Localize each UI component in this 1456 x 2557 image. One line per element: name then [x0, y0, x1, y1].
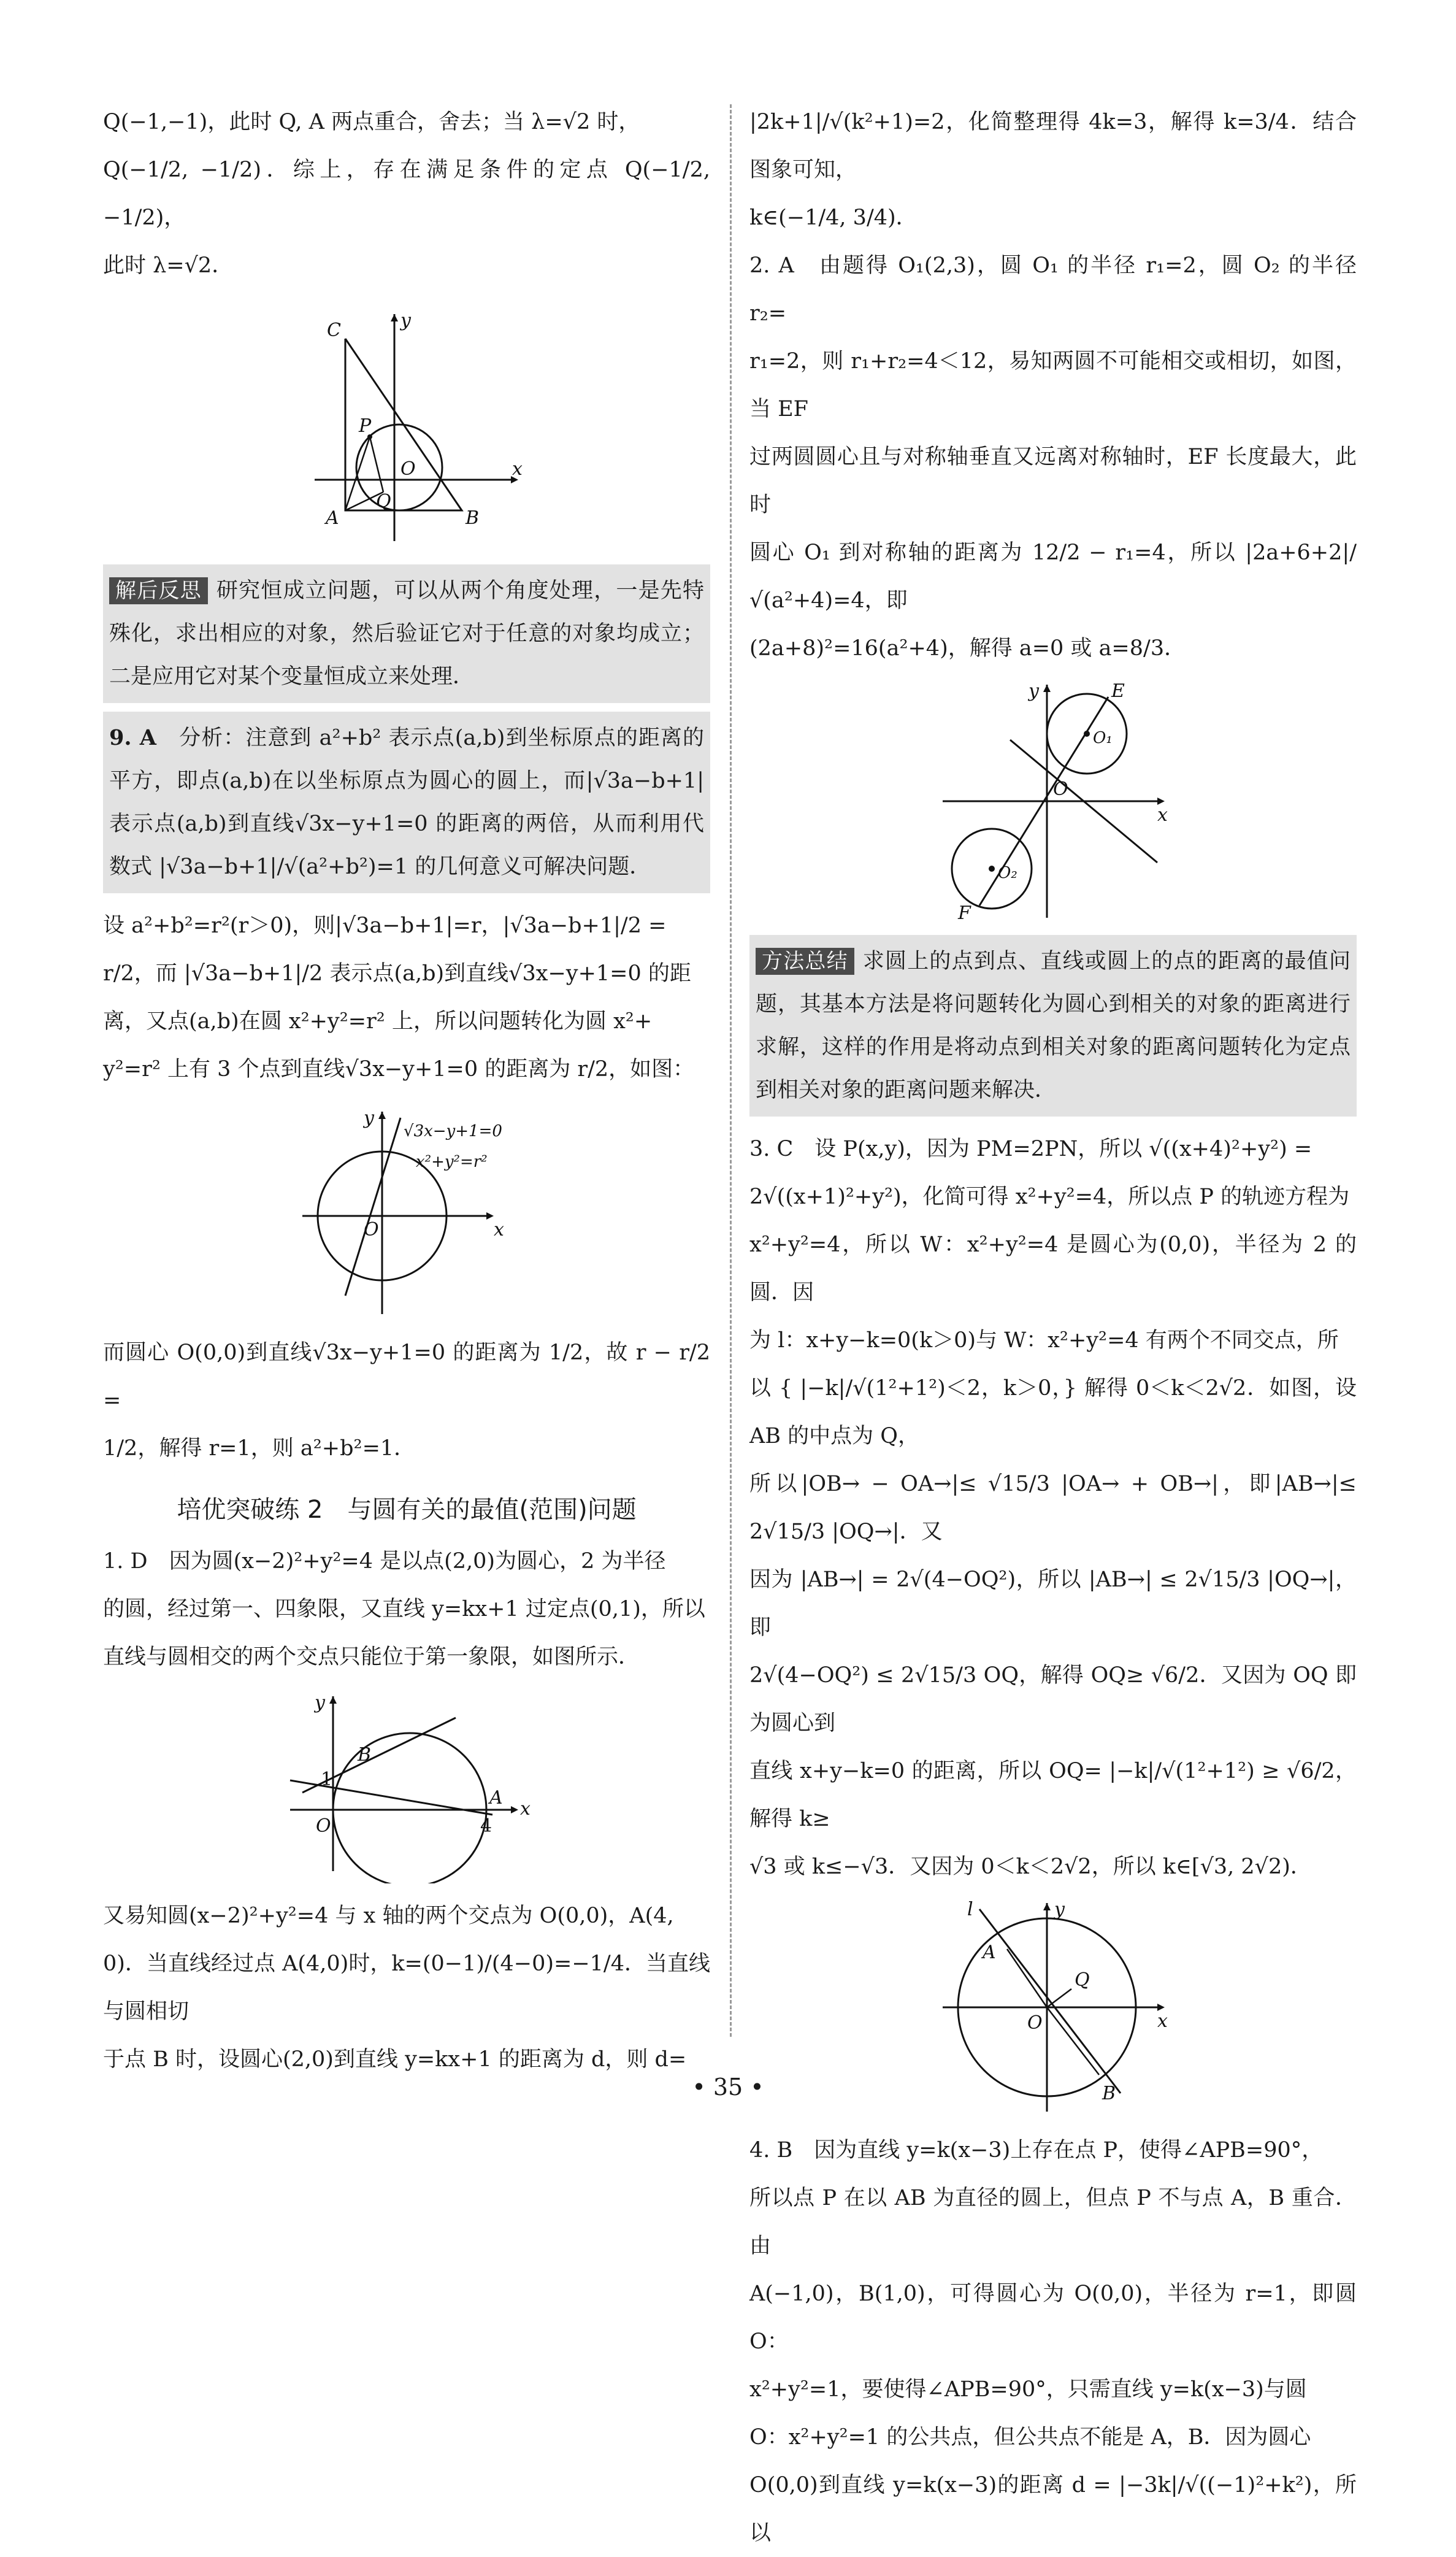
- figure-4-svg: [924, 679, 1182, 924]
- text-line: k∈(−1/4, 3/4)．: [749, 206, 918, 230]
- text-line: 又易知圆(x−2)²+y²=4 与 x 轴的两个交点为 O(0,0)，A(4,: [103, 1904, 674, 1928]
- figure-3-svg: [278, 1687, 535, 1883]
- analysis-label: 分析：: [179, 726, 246, 750]
- text-line: O(0,0)到直线 y=k(x−3)的距离 d = |−3k|/√((−1)²+k²)，所以: [749, 2473, 1357, 2545]
- text-line: 为 l：x+y−k=0(k＞0)与 W：x²+y²=4 有两个不同交点，所: [749, 1328, 1339, 1353]
- label-q: Q: [1075, 1969, 1090, 1991]
- text-line: r/2，而 |√3a−b+1|/2 表示点(a,b)到直线√3x−y+1=0 的距: [103, 961, 691, 986]
- text-line: 2√((x+1)²+y²)，化简可得 x²+y²=4，所以点 P 的轨迹方程为: [749, 1185, 1350, 1209]
- label-o: O: [1027, 2012, 1043, 2034]
- text-line: 离，又点(a,b)在圆 x²+y²=r² 上，所以问题转化为圆 x²+: [103, 1009, 653, 1034]
- text-line: 1. D 因为圆(x−2)²+y²=4 是以点(2,0)为圆心，2 为半径: [103, 1549, 666, 1574]
- analysis-box: [103, 712, 710, 893]
- label-y: y: [1054, 1899, 1065, 1920]
- text-line: 4. B 因为直线 y=k(x−3)上存在点 P，使得∠APB=90°，: [749, 2138, 1324, 2163]
- method-summary-box: [749, 935, 1357, 1117]
- label-f: F: [958, 902, 971, 924]
- method-summary-tag: 方法总结: [756, 948, 854, 975]
- label-one: 1: [321, 1769, 333, 1790]
- text-line: 直线 x+y−k=0 的距离，所以 OQ= |−k|/√(1²+1²) ≥ √6/2，解得 k≥: [749, 1759, 1357, 1831]
- text-line: A(−1,0)，B(1,0)，可得圆心为 O(0,0)，半径为 r=1，即圆 O：: [749, 2282, 1357, 2354]
- figure-circle-line: [103, 1099, 710, 1323]
- label-y: y: [400, 310, 411, 331]
- text-line: 2√(4−OQ²) ≤ 2√15/3 OQ，解得 OQ≥ √6/2．又因为 OQ 即为圆心到: [749, 1663, 1357, 1736]
- label-a: A: [489, 1787, 503, 1809]
- column-divider: [730, 104, 732, 2037]
- text-line: 3. C 设 P(x,y)，因为 PM=2PN，所以 √((x+4)²+y²) =: [749, 1137, 1312, 1161]
- text-line: Q(−1,−1)，此时 Q, A 两点重合，舍去；当 λ=√2 时，: [103, 110, 640, 134]
- text-line: 因为 |AB→| = 2√(4−OQ²)，所以 |AB→| ≤ 2√15/3 |OQ→|，即: [749, 1567, 1357, 1640]
- label-o: O: [400, 458, 416, 480]
- label-b: B: [466, 507, 480, 529]
- right-column: [749, 98, 1357, 2557]
- label-x: x: [494, 1219, 504, 1240]
- text-line: 所以|OB→ − OA→|≤ √15/3 |OA→ + OB→|，即|AB→|≤ 2√15/3 |OQ→|．又: [749, 1472, 1357, 1544]
- text-line: 0)．当直线经过点 A(4,0)时，k=(0−1)/(4−0)=−1/4．当直线与圆相切: [103, 1951, 710, 2024]
- label-o: O: [364, 1219, 379, 1240]
- text-line: x²+y²=1，要使得∠APB=90°，只需直线 y=k(x−3)与圆: [749, 2377, 1307, 2402]
- text-line: 圆心 O₁ 到对称轴的距离为 12/2 − r₁=4，所以 |2a+6+2|/√(a²+4)=4，即: [749, 540, 1357, 613]
- figure-triangle-circle: [103, 296, 710, 556]
- method-summary-text: 求圆上的点到点、直线或圆上的点的距离的最值问题，其基本方法是将问题转化为圆心到相关的对象的距离进行求解，这样的作用是将动点到相关对象的距离问题转化为定点到相关对象的距离问题来解决．: [756, 949, 1351, 1102]
- label-e: E: [1111, 680, 1125, 702]
- label-o2: O₂: [998, 864, 1017, 882]
- text-line: 1/2，解得 r=1，则 a²+b²=1．: [103, 1436, 416, 1461]
- label-q: Q: [376, 491, 391, 512]
- text-line: 过两圆圆心且与对称轴垂直又远离对称轴时，EF 长度最大，此时: [749, 445, 1357, 517]
- problem-9-head: 9. A: [109, 725, 156, 750]
- label-c: C: [327, 320, 341, 341]
- text-line: (2a+8)²=16(a²+4)，解得 a=0 或 a=8/3．: [749, 636, 1186, 661]
- text-line: 设 a²+b²=r²(r＞0)，则|√3a−b+1|=r，|√3a−b+1|/2 =: [103, 913, 667, 938]
- page-number: • 35 •: [692, 2074, 764, 2101]
- figure-2-svg: [278, 1099, 535, 1320]
- text-line: 而圆心 O(0,0)到直线√3x−y+1=0 的距离为 1/2，故 r − r/2 =: [103, 1340, 710, 1413]
- text-line: 2. A 由题得 O₁(2,3)，圆 O₁ 的半径 r₁=2，圆 O₂ 的半径 r₂=: [749, 253, 1357, 326]
- text-line: r₁=2，则 r₁+r₂=4＜12，易知两圆不可能相交或相切，如图，当 EF: [749, 349, 1357, 421]
- label-a: A: [326, 507, 339, 529]
- figure-1-svg: [278, 296, 535, 553]
- reflection-text: 研究恒成立问题，可以从两个角度处理，一是先特殊化，求出相应的对象，然后验证它对于任意的对象均成立；二是应用它对某个变量恒成立来处理．: [109, 579, 705, 689]
- left-column: [103, 98, 710, 2083]
- label-b: B: [358, 1744, 372, 1766]
- reflection-box: [103, 564, 710, 703]
- label-x: x: [1157, 804, 1168, 826]
- label-x: x: [512, 458, 523, 480]
- label-o: O: [1053, 779, 1068, 800]
- label-o1: O₁: [1093, 729, 1113, 747]
- label-four: 4: [480, 1815, 492, 1837]
- label-y: y: [1029, 680, 1039, 702]
- label-x: x: [520, 1798, 531, 1820]
- figure-circle-tangent: [103, 1687, 710, 1886]
- label-o: O: [316, 1815, 331, 1837]
- text-line: |2k+1|/√(k²+1)=2，化简整理得 4k=3，解得 k=3/4．结合图象可知，: [749, 110, 1357, 182]
- text-line: √3 或 k≤−√3．又因为 0＜k＜2√2，所以 k∈[√3, 2√2)．: [749, 1855, 1312, 1879]
- label-y: y: [315, 1692, 325, 1713]
- text-line: 此时 λ=√2．: [103, 253, 234, 278]
- reflection-tag: 解后反思: [109, 577, 208, 604]
- text-line: O：x²+y²=1 的公共点，但公共点不能是 A，B．因为圆心: [749, 2425, 1311, 2450]
- label-circle-eq: x²+y²=r²: [416, 1153, 488, 1171]
- label-b: B: [1102, 2083, 1116, 2104]
- text-line: 直线与圆相交的两个交点只能位于第一象限，如图所示．: [103, 1645, 640, 1669]
- section-title: 培优突破练 2 与圆有关的最值(范围)问题: [177, 1496, 637, 1524]
- label-l: l: [967, 1899, 973, 1920]
- label-y: y: [364, 1107, 374, 1129]
- text-line: x²+y²=4，所以 W：x²+y²=4 是圆心为(0,0)，半径为 2 的圆．因: [749, 1232, 1357, 1305]
- text-line: 的圆，经过第一、四象限，又直线 y=kx+1 过定点(0,1)，所以: [103, 1597, 705, 1621]
- label-p: P: [359, 415, 372, 437]
- text-line: 以 { |−k|/√(1²+1²)＜2，k＞0，} 解得 0＜k＜2√2．如图，设 AB 的中点为 Q，: [749, 1376, 1357, 1448]
- label-x: x: [1157, 2010, 1168, 2032]
- text-line: 于点 B 时，设圆心(2,0)到直线 y=kx+1 的距离为 d，则 d=: [103, 2047, 687, 2072]
- analysis-text: 注意到 a²+b² 表示点(a,b)到坐标原点的距离的平方，即点(a,b)在以坐标原点为圆心的圆上，而|√3a−b+1|表示点(a,b)到直线√3x−y+1=0 的距离的两倍，从而利用代数式 |√3a−b+1|/√(a²+b²)=1 的几何意义可解决问题．: [109, 726, 704, 879]
- label-line-eq: √3x−y+1=0: [404, 1122, 502, 1140]
- label-a: A: [983, 1942, 996, 1963]
- text-line: Q(−1/2, −1/2)．综上，存在满足条件的定点 Q(−1/2, −1/2)，: [103, 158, 710, 230]
- text-line: y²=r² 上有 3 个点到直线√3x−y+1=0 的距离为 r/2，如图：: [103, 1057, 695, 1082]
- figure-two-circles: [749, 679, 1357, 926]
- text-line: 所以点 P 在以 AB 为直径的圆上，但点 P 不与点 A，B 重合．由: [749, 2186, 1357, 2258]
